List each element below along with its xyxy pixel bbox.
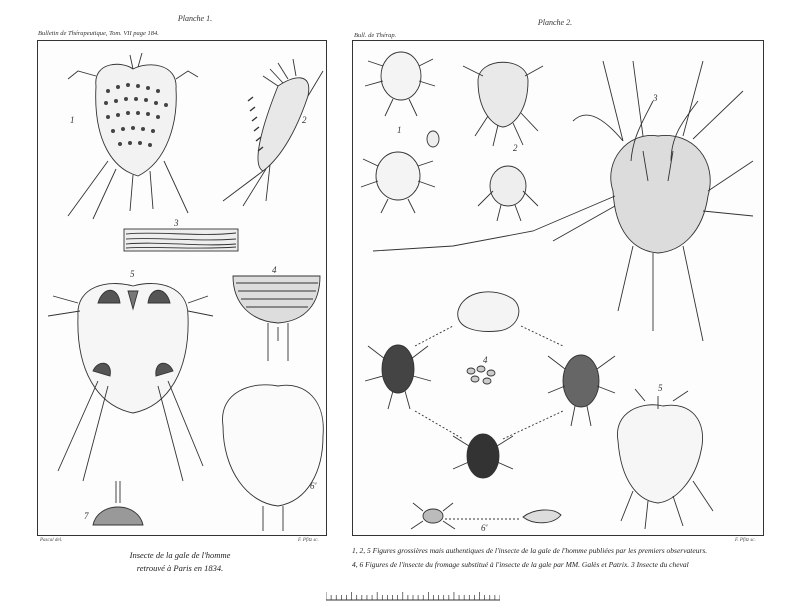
- fig1-number: 1: [70, 115, 75, 125]
- fig2-mite-profile: [223, 59, 323, 206]
- plate2-frame: [352, 40, 764, 536]
- fig7-number: 7: [84, 511, 89, 521]
- plate2-signature-right: F. Pfitz sc.: [735, 538, 756, 543]
- fig7-head: [93, 481, 143, 525]
- plate1-header: Bulletin de Thérapeutique, Tom. VII page 184.: [38, 30, 159, 37]
- fig3-fibers: [124, 229, 238, 251]
- plate1-signature-right: F. Pfitz sc.: [298, 538, 319, 543]
- p2-fig3-number: 3: [653, 93, 658, 103]
- fig3-horse-mite: [373, 61, 753, 341]
- plate1-title: Planche 1.: [177, 14, 213, 23]
- fig6-number: 6': [310, 481, 317, 491]
- plate1-caption-line1: Insecte de la gale de l'homme: [129, 550, 231, 560]
- fig2-number: 2: [302, 115, 307, 125]
- plate1-caption-line2: retrouvé à Paris en 1834.: [136, 563, 224, 573]
- fig3-number: 3: [174, 218, 179, 228]
- plate1-engravings: [38, 41, 326, 535]
- fig4-number: 4: [272, 265, 277, 275]
- fig6-outline: [223, 385, 324, 531]
- p2-fig1-number: 1: [397, 125, 402, 135]
- plate1-signature-left: Pascal del.: [40, 538, 63, 543]
- fig5-number: 5: [130, 269, 135, 279]
- p2-fig6-number: 6': [481, 523, 488, 533]
- plate2-header: Bull. de Thérap.: [354, 32, 397, 39]
- fig4-cheese-mites: [365, 292, 615, 478]
- fig5-labelled-mite: [48, 284, 213, 481]
- fig1-mite: [68, 53, 198, 219]
- fig4-cup: [233, 276, 320, 361]
- plate2-engravings: [353, 41, 763, 535]
- plate1-frame: [37, 40, 327, 536]
- fig5-mite: [617, 389, 713, 529]
- p2-fig4-number: 4: [483, 355, 488, 365]
- fig2-mites-pair: [463, 62, 543, 221]
- plate2-caption-line2: 4, 6 Figures de l'insecte du fromage substitué à l'insecte de la gale par MM. Galès et Patrix. 3 Insecte du cheval: [352, 560, 689, 569]
- p2-fig2-number: 2: [513, 143, 518, 153]
- plate2-caption-line1: 1, 2, 5 Figures grossières mais authentiques de l'insecte de la gale de l'homme publiées par les premiers observateurs.: [352, 546, 708, 555]
- measurement-scale: [326, 592, 500, 601]
- plate2-title: Planche 2.: [537, 18, 573, 27]
- p2-fig5-number: 5: [658, 383, 663, 393]
